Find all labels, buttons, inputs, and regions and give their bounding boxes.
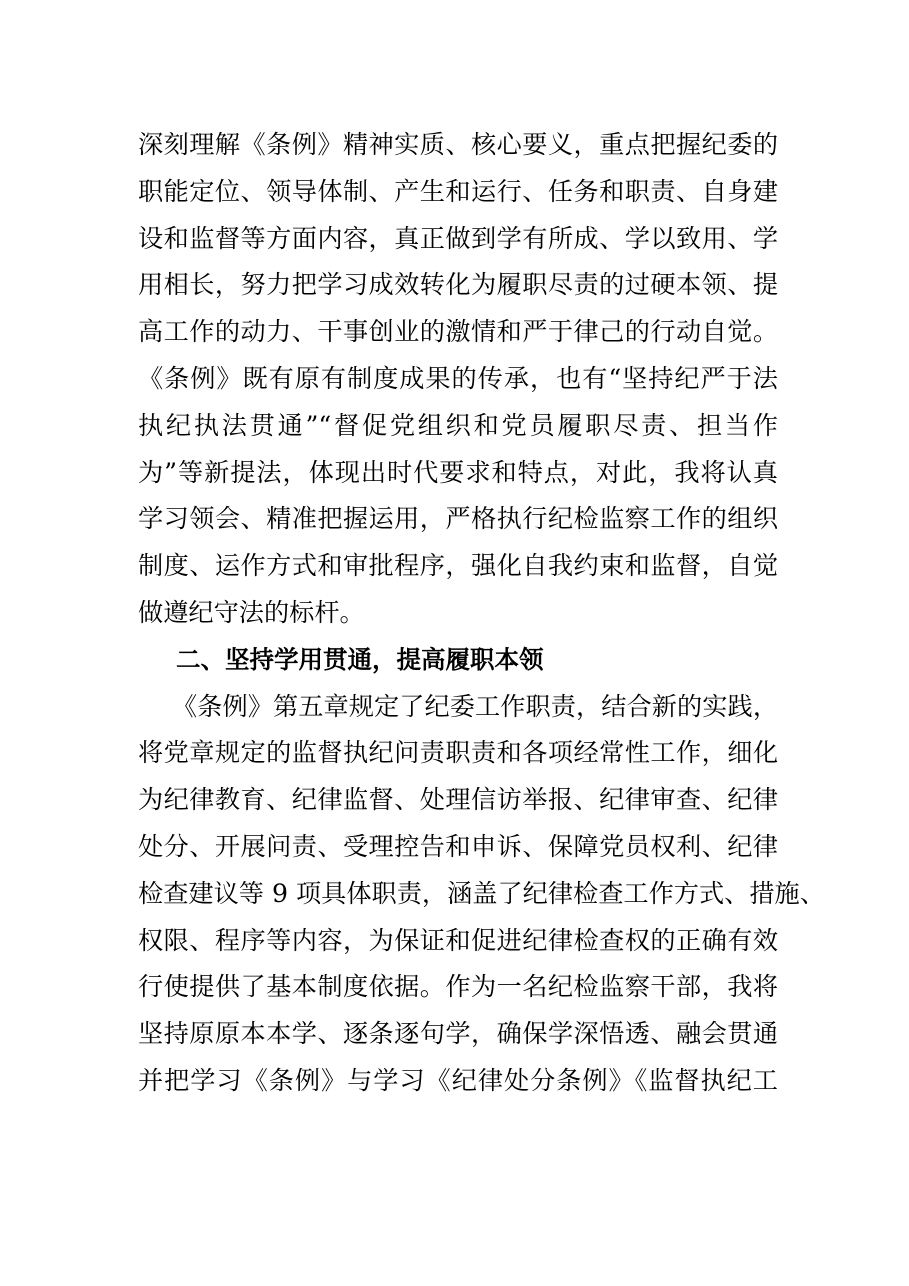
text-line: 处分、开展问责、受理控告和申诉、保障党员权利、纪律 xyxy=(138,831,778,861)
text-line: 为纪律教育、纪律监督、处理信访举报、纪律审查、纪律 xyxy=(138,785,778,815)
paragraph-1 xyxy=(138,122,778,637)
text-line: 制度、运作方式和审批程序，强化自我约束和监督，自觉 xyxy=(138,551,778,581)
text-line: 执纪执法贯通”“督促党组织和党员履职尽责、担当作 xyxy=(138,410,778,440)
text-line: 学习领会、精准把握运用，严格执行纪检监察工作的组织 xyxy=(138,504,778,534)
text-line: 职能定位、领导体制、产生和运行、任务和职责、自身建 xyxy=(138,176,778,206)
text-line: 将党章规定的监督执纪问责职责和各项经常性工作，细化 xyxy=(138,738,778,768)
text-line: 为”等新提法，体现出时代要求和特点，对此，我将认真 xyxy=(138,457,778,487)
text-line: 深刻理解《条例》精神实质、核心要义，重点把握纪委的 xyxy=(138,130,778,159)
paragraph-2 xyxy=(138,684,825,1105)
text-line: 设和监督等方面内容，真正做到学有所成、学以致用、学 xyxy=(138,223,778,253)
section-heading: 二、坚持学用贯通，提高履职本领 xyxy=(176,644,544,674)
text-line: 并把学习《条例》与学习《纪律处分条例》《监督执纪工 xyxy=(138,1065,778,1095)
text-line: 做遵纪守法的标杆。 xyxy=(138,597,365,627)
text-line: 高工作的动力、干事创业的激情和严于律己的行动自觉。 xyxy=(138,317,778,347)
document-body xyxy=(138,122,825,1105)
text-line: 检查建议等 9 项具体职责，涵盖了纪律检查工作方式、措施、 xyxy=(138,878,825,908)
text-line: 坚持原原本本学、逐条逐句学，确保学深悟透、融会贯通 xyxy=(138,1019,778,1049)
text-line: 用相长，努力把学习成效转化为履职尽责的过硬本领、提 xyxy=(138,270,778,300)
text-line: 行使提供了基本制度依据。作为一名纪检监察干部，我将 xyxy=(138,972,778,1002)
text-line: 《条例》第五章规定了纪委工作职责，结合新的实践， xyxy=(172,691,778,721)
text-line: 权限、程序等内容，为保证和促进纪律检查权的正确有效 xyxy=(138,925,778,955)
text-line: 《条例》既有原有制度成果的传承，也有“坚持纪严于法 xyxy=(138,363,778,393)
